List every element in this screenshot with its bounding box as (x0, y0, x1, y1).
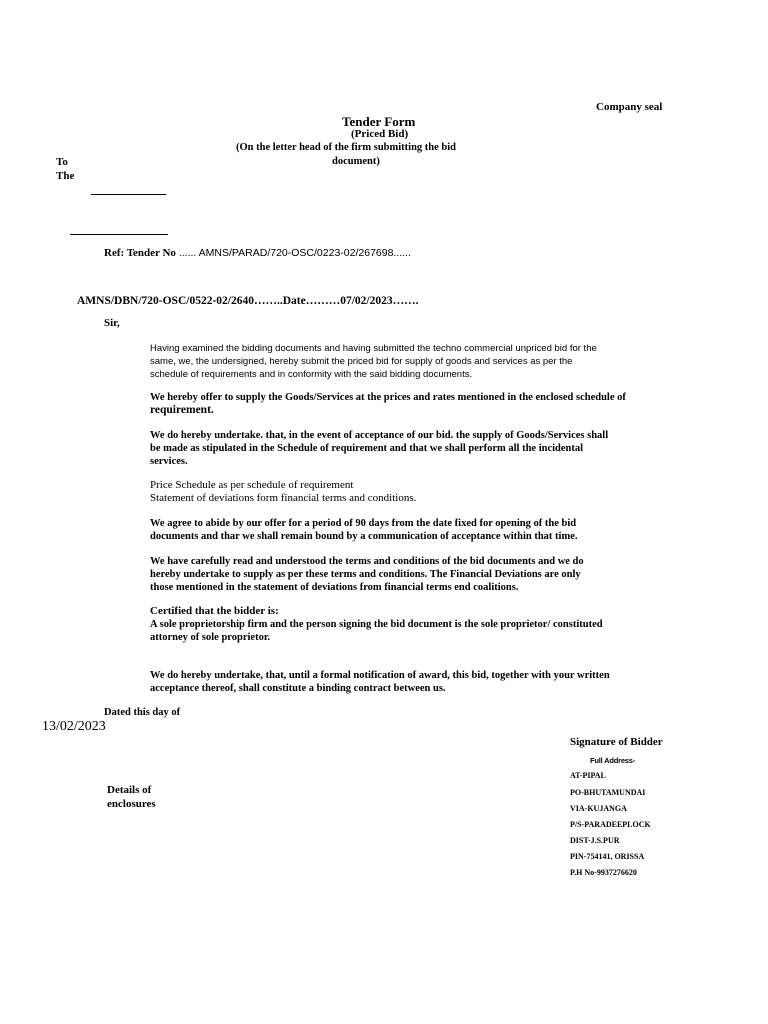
paragraph-1-line: schedule of requirements and in conformity with the said bidding documents. (150, 369, 473, 380)
paragraph-7 (150, 605, 660, 644)
paragraph-7-line: attorney of sole proprietor. (150, 632, 271, 643)
reference-date-line: AMNS/DBN/720-OSC/0522-02/2640……..Date………07/02/2023……. (77, 295, 419, 307)
signature-label: Signature of Bidder (570, 736, 663, 748)
paragraph-8-line: acceptance thereof, shall constitute a binding contract between us. (150, 683, 446, 694)
ref-label: Ref: Tender No (104, 247, 176, 259)
address-line: PIN-754141, ORISSA (570, 852, 645, 861)
address-line: PO-BHUTAMUNDAI (570, 788, 646, 797)
paragraph-1-line: Having examined the bidding documents and having submitted the techno commercial unpriced bid for the (150, 343, 597, 354)
date-value: 13/02/2023 (42, 719, 106, 734)
address-line: VIA-KUJANGA (570, 804, 627, 813)
enclosures-line: enclosures (107, 798, 156, 810)
paragraph-3-line: be made as stipulated in the Schedule of requirement and that we shall perform all the incidental (150, 443, 584, 454)
address-line: AT-PIPAL (570, 771, 606, 780)
paragraph-6-line: We have carefully read and understood the terms and conditions of the bid documents and we do (150, 556, 584, 567)
dated-label: Dated this day of (104, 707, 181, 718)
paragraph-4 (150, 479, 660, 505)
paragraph-4-line: Statement of deviations form financial terms and conditions. (150, 492, 417, 504)
tender-reference (104, 247, 411, 259)
salutation: Sir, (104, 317, 120, 329)
address-blank-line-2 (70, 234, 168, 235)
ref-value: ...... AMNS/PARAD/720-OSC/0223-02/267698...... (175, 247, 411, 259)
paragraph-2-line: We hereby offer to supply the Goods/Services at the prices and rates mentioned in the enclosed schedule of (150, 392, 626, 403)
paragraph-4-line: Price Schedule as per schedule of requirement (150, 479, 354, 491)
enclosures-line: Details of (107, 784, 152, 796)
paragraph-3-line: services. (150, 456, 188, 467)
enclosures-label (107, 783, 156, 811)
paragraph-2-line: requirement. (150, 404, 214, 416)
form-title: Tender Form (342, 114, 416, 129)
company-seal-label: Company seal (596, 101, 663, 113)
paragraph-6 (150, 555, 660, 594)
letterhead-note-line2: document) (332, 156, 380, 167)
paragraph-3 (150, 429, 660, 468)
letterhead-note-line1: (On the letter head of the firm submitting the bid (236, 142, 457, 153)
address-line: DIST-J.S.PUR (570, 836, 620, 845)
paragraph-8 (150, 669, 660, 695)
paragraph-7-line: Certified that the bidder is: (150, 605, 279, 617)
paragraph-3-line: We do hereby undertake. that, in the event of acceptance of our bid. the supply of Goods/Services shall (150, 430, 609, 441)
paragraph-5-line: We agree to abide by our offer for a period of 90 days from the date fixed for opening of the bid (150, 518, 577, 529)
paragraph-2 (150, 391, 660, 417)
address-line: P/S-PARADEEPLOCK (570, 820, 651, 829)
paragraph-7-line: A sole proprietorship firm and the person signing the bid document is the sole proprietor/ constituted (150, 619, 603, 630)
address-blank-line-1 (91, 194, 166, 195)
paragraph-5-line: documents and thar we shall remain bound by a communication of acceptance within that time. (150, 531, 578, 542)
paragraph-1 (150, 342, 660, 381)
address-line: P.H No-9937276620 (570, 868, 637, 877)
paragraph-6-line: those mentioned in the statement of deviations from financial terms end coalitions. (150, 582, 519, 593)
the-label: The (56, 170, 75, 182)
paragraph-8-line: We do hereby undertake, that, until a formal notification of award, this bid, together with your written (150, 670, 610, 681)
paragraph-6-line: hereby undertake to supply as per these terms and conditions. The Financial Deviations are only (150, 569, 581, 580)
full-address-label: Full Address- (590, 756, 636, 765)
to-label: To (56, 156, 68, 168)
paragraph-5 (150, 517, 660, 543)
form-subtitle: (Priced Bid) (351, 128, 409, 140)
paragraph-1-line: same, we, the undersigned, hereby submit the priced bid for supply of goods and services as per the (150, 356, 573, 367)
